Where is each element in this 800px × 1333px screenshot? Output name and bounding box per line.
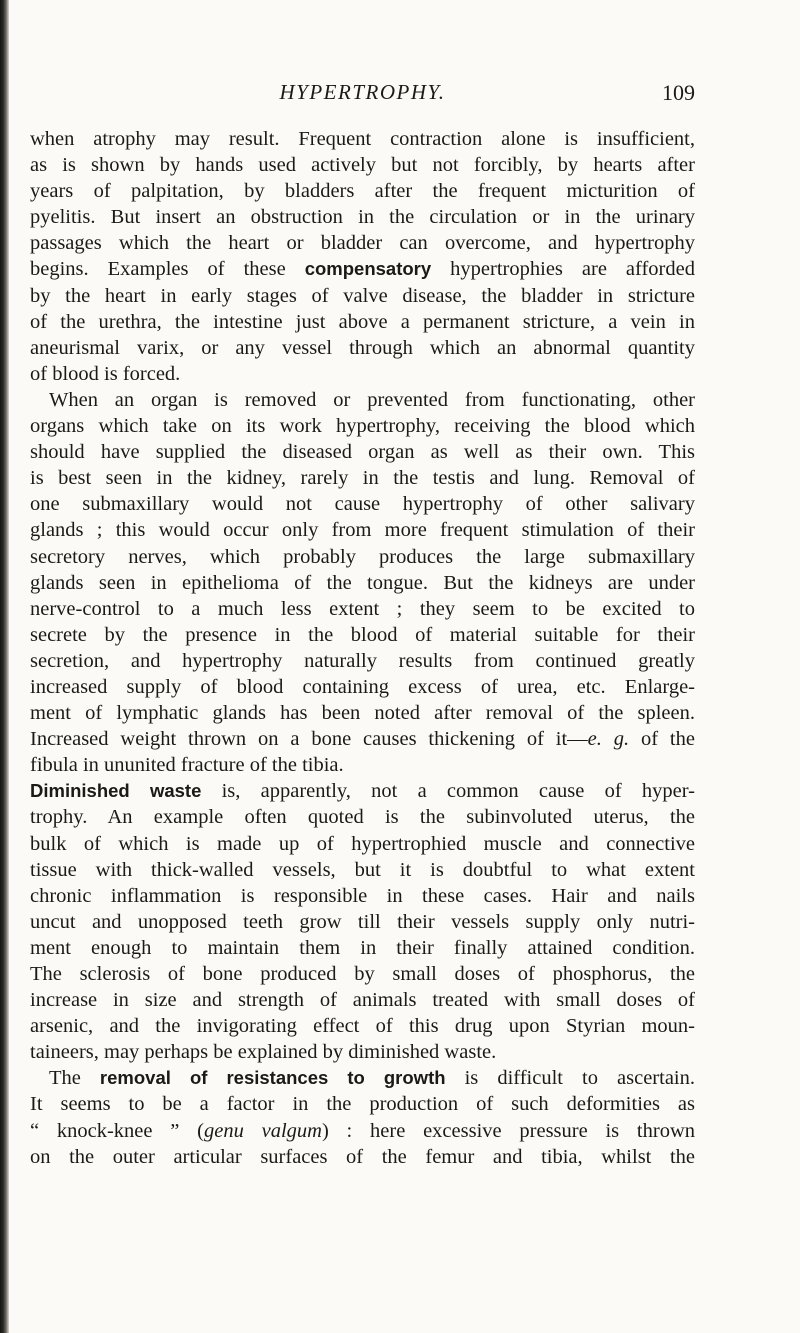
body-text <box>30 126 695 1170</box>
text-line: trophy. An example often quoted is the subinvoluted uterus, the <box>30 806 695 829</box>
text-line: pyelitis. But insert an obstruction in the circulation or in the urinary <box>30 206 695 229</box>
text-line: secretion, and hypertrophy naturally results from continued greatly <box>30 649 695 672</box>
text-line: fibula in ununited fracture of the tibia. <box>30 754 344 777</box>
italic-term: e. g. <box>587 728 630 751</box>
running-title: HYPERTROPHY. <box>279 80 446 104</box>
bold-term: removal of resistances to growth <box>99 1067 446 1089</box>
text-run: ) : here excessive pressure is thrown <box>321 1119 695 1142</box>
text-line: uncut and unopposed teeth grow till their vessels supply only nutri- <box>30 910 695 933</box>
text-line: It seems to be a factor in the production of such deformities as <box>30 1093 695 1116</box>
text-line <box>30 1065 695 1091</box>
text-line: secrete by the presence in the blood of material suitable for their <box>30 623 695 646</box>
text-line: increase in size and strength of animals treated with small doses of <box>30 989 695 1012</box>
text-line: taineers, may perhaps be explained by diminished waste. <box>30 1041 497 1064</box>
text-line: When an organ is removed or prevented from functionating, other <box>49 388 695 411</box>
text-line: of the urethra, the intestine just above a permanent stricture, a vein in <box>30 310 695 333</box>
text-run: hypertrophies are afforded <box>431 258 695 281</box>
text-line: should have supplied the diseased organ as well as their own. This <box>30 441 695 464</box>
text-line: increased supply of blood containing excess of urea, etc. Enlarge- <box>30 675 695 698</box>
text-line: of blood is forced. <box>30 362 181 385</box>
text-run: begins. Examples of these <box>30 258 305 281</box>
text-line <box>30 256 695 282</box>
text-line: glands ; this would occur only from more frequent stimulation of their <box>30 519 695 542</box>
text-line: one submaxillary would not cause hypertrophy of other salivary <box>30 493 695 516</box>
text-line: years of palpitation, by bladders after the frequent micturition of <box>30 180 695 203</box>
text-line: The sclerosis of bone produced by small doses of phosphorus, the <box>30 963 695 985</box>
text-line <box>30 1118 695 1144</box>
text-line: passages which the heart or bladder can overcome, and hypertrophy <box>30 232 695 255</box>
text-run: “ knock-knee ” ( <box>30 1119 204 1142</box>
text-line: is best seen in the kidney, rarely in the testis and lung. Removal of <box>30 467 695 490</box>
text-line: aneurismal varix, or any vessel through which an abnormal quantity <box>30 336 695 359</box>
text-line: tissue with thick-walled vessels, but it is doubtful to what extent <box>30 858 695 881</box>
text-line: as is shown by hands used actively but not forcibly, by hearts after <box>30 154 695 177</box>
text-line: secretory nerves, which probably produces the large submaxillary <box>30 545 695 568</box>
text-line: bulk of which is made up of hypertrophied muscle and connective <box>30 832 695 855</box>
text-line: arsenic, and the invigorating effect of this drug upon Styrian moun- <box>30 1015 695 1038</box>
running-head <box>30 80 695 110</box>
text-line: when atrophy may result. Frequent contraction alone is insufficient, <box>30 128 695 150</box>
text-line <box>30 726 695 752</box>
italic-term: genu valgum <box>203 1119 322 1142</box>
page-number: 109 <box>662 80 695 105</box>
bold-term: compensatory <box>304 258 432 280</box>
text-line: ment enough to maintain them in their finally attained condition. <box>30 936 695 959</box>
text-run: of the <box>629 728 695 751</box>
text-line: glands seen in epithelioma of the tongue. But the kidneys are under <box>30 571 695 594</box>
text-line: by the heart in early stages of valve disease, the bladder in stricture <box>30 284 695 307</box>
text-line: chronic inflammation is responsible in these cases. Hair and nails <box>30 884 695 907</box>
bold-term: Diminished waste <box>30 780 202 802</box>
text-line: ment of lymphatic glands has been noted after removal of the spleen. <box>30 702 695 725</box>
text-run: is, apparently, not a common cause of hyper- <box>201 780 696 803</box>
text-run: is difficult to ascertain. <box>445 1067 695 1090</box>
text-line: nerve-control to a much less extent ; they seem to be excited to <box>30 597 695 620</box>
text-line: on the outer articular surfaces of the femur and tibia, whilst the <box>30 1145 695 1168</box>
text-line <box>30 778 695 804</box>
text-run: The <box>49 1067 100 1090</box>
text-line: organs which take on its work hypertrophy, receiving the blood which <box>30 415 695 438</box>
text-run: Increased weight thrown on a bone causes thickening of it— <box>30 728 588 751</box>
